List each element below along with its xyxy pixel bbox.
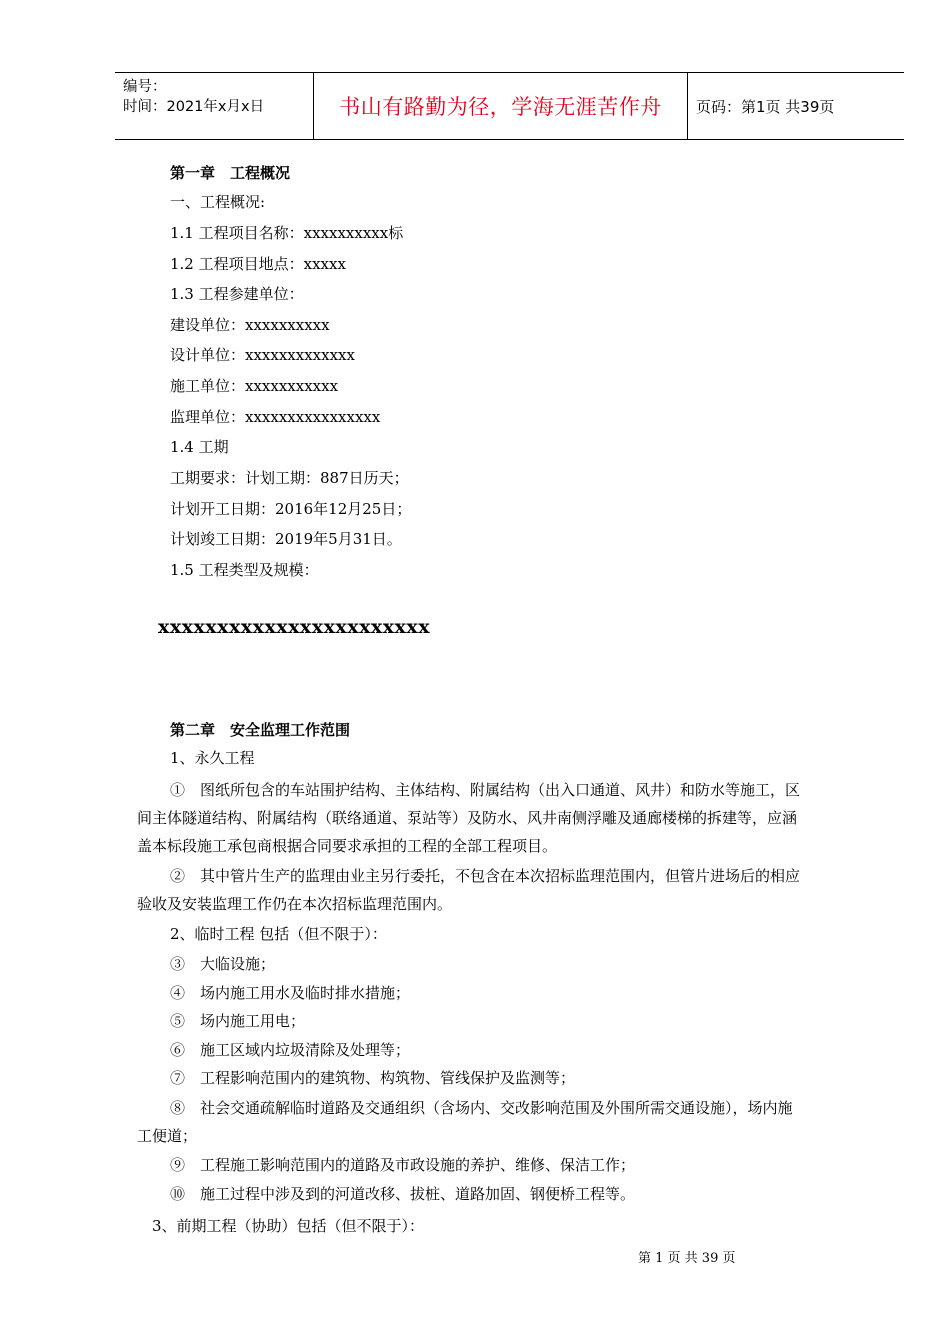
chapter1-line: 工期要求：计划工期：887日历天； (170, 469, 409, 487)
list-item: ⑦ 工程影响范围内的建筑物、构筑物、管线保护及监测等； (170, 1069, 576, 1087)
chapter1-line: 建设单位：xxxxxxxxxx (170, 316, 330, 334)
paragraph-line: ① 图纸所包含的车站围护结构、主体结构、附属结构（出入口通道、风井）和防水等施工，区 (170, 781, 801, 799)
chapter1-line: 计划竣工日期：2019年5月31日。 (170, 530, 402, 548)
header-motto-cell (313, 73, 688, 139)
page-header (115, 72, 904, 140)
header-page-cell (688, 73, 904, 139)
paragraph-line: 工便道； (137, 1127, 198, 1145)
document-number-label: 编号： (123, 79, 167, 95)
list-item: ⑨ 工程施工影响范围内的道路及市政设施的养护、维修、保洁工作； (170, 1156, 636, 1174)
section-permanent-works: 1、永久工程 (170, 749, 255, 767)
paragraph-line: ⑧ 社会交通疏解临时道路及交通组织（含场内、交改影响范围及外围所需交通设施），场内施 (170, 1099, 793, 1117)
list-item: ⑩ 施工过程中涉及到的河道改移、拔桩、道路加固、钢便桥工程等。 (170, 1185, 636, 1203)
paragraph-item-2 (137, 862, 887, 918)
project-scale-text: xxxxxxxxxxxxxxxxxxxxxxx (158, 616, 431, 638)
chapter1-title: 第一章 工程概况 (170, 164, 291, 182)
paragraph-line: 盖本标段施工承包商根据合同要求承担的工程的全部工程项目。 (137, 837, 558, 855)
chapter1-line: 一、工程概况: (170, 193, 266, 211)
chapter2-title: 第二章 安全监理工作范围 (170, 721, 351, 739)
chapter1-line: 1.1 工程项目名称：xxxxxxxxxx标 (170, 224, 404, 242)
paragraph-line: ② 其中管片生产的监理由业主另行委托，不包含在本次招标监理范围内，但管片进场后的相应 (170, 867, 801, 885)
paragraph-item-8 (137, 1094, 887, 1150)
section-preliminary-works: 3、前期工程（协助）包括（但不限于）： (152, 1217, 425, 1235)
chapter1-line: 施工单位：xxxxxxxxxxx (170, 377, 339, 395)
chapter1-line: 计划开工日期：2016年12月25日； (170, 500, 412, 518)
chapter1-line: 1.2 工程项目地点：xxxxx (170, 255, 346, 273)
paragraph-line: 验收及安装监理工作仍在本次招标监理范围内。 (137, 895, 453, 913)
chapter1-line: 1.3 工程参建单位： (170, 285, 304, 303)
list-item: ④ 场内施工用水及临时排水措施； (170, 984, 411, 1002)
header-meta (115, 73, 313, 139)
chapter1-line: 设计单位：xxxxxxxxxxxxx (170, 346, 355, 364)
header-page-label: 页码：第1页 共39页 (696, 97, 835, 116)
page-footer: 第 1 页 共 39 页 (638, 1251, 736, 1266)
document-time-label: 时间：2021年x月x日 (123, 99, 265, 115)
chapter1-line: 1.4 工期 (170, 438, 229, 456)
list-item: ③ 大临设施； (170, 955, 276, 973)
paragraph-item-1 (137, 776, 887, 860)
section-temporary-works: 2、临时工程 包括（但不限于）： (170, 925, 387, 943)
chapter1-line: 监理单位：xxxxxxxxxxxxxxxx (170, 408, 381, 426)
chapter1-line: 1.5 工程类型及规模： (170, 561, 319, 579)
list-item: ⑤ 场内施工用电； (170, 1012, 306, 1030)
header-motto: 书山有路勤为径，学海无涯苦作舟 (339, 95, 662, 119)
paragraph-line: 间主体隧道结构、附属结构（联络通道、泵站等）及防水、风井南侧浮雕及通廊楼梯的拆建等，应涵 (137, 809, 798, 827)
list-item: ⑥ 施工区域内垃圾清除及处理等； (170, 1041, 411, 1059)
